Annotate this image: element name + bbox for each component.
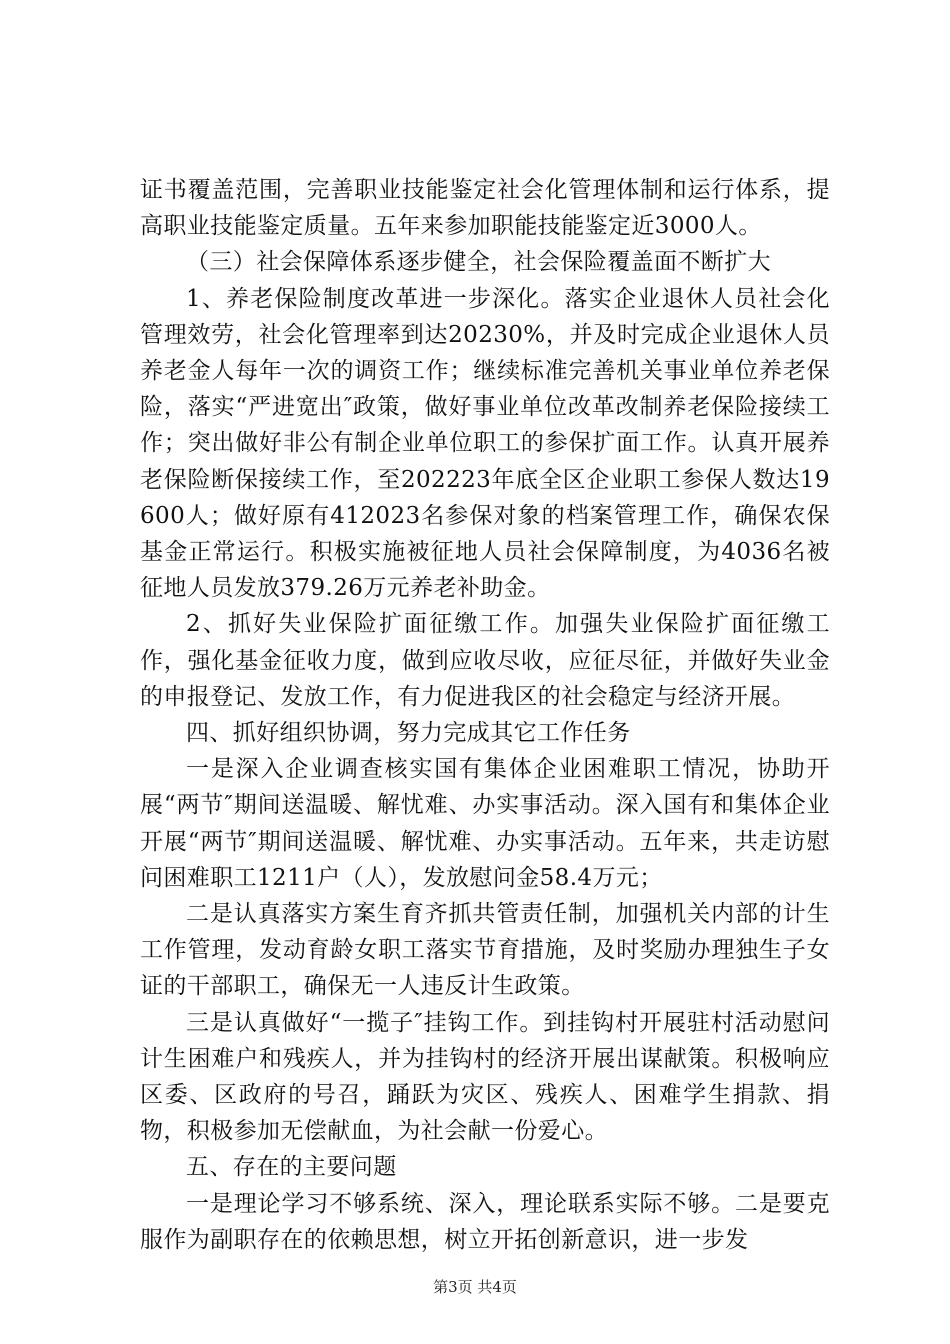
section-heading-problems: 五、存在的主要问题 bbox=[186, 1154, 397, 1181]
paragraph-first-item: 一是深入企业调查核实国有集体企业困难职工情况，协助开展“两节″期间送温暖、解忧难、办实事活动。深入国有和集体企业开展“两节″期间送温暖、解忧难、办实事活动。五年来，共走访慰问困难职工1211户（人），发放慰问金58.4万元； bbox=[140, 756, 830, 891]
document-body bbox=[140, 172, 830, 1258]
paragraph-continuation: 证书覆盖范围，完善职业技能鉴定社会化管理体制和运行体系，提高职业技能鉴定质量。五年来参加职能技能鉴定近3000人。 bbox=[140, 177, 830, 240]
paragraph-pension-reform: 1、养老保险制度改革进一步深化。落实企业退休人员社会化管理效劳，社会化管理率到达20230%，并及时完成企业退休人员养老金人每年一次的调资工作；继续标准完善机关事业单位养老保险，落实“严进宽出″政策，做好事业单位改革改制养老保险接续工作；突出做好非公有制企业单位职工的参保扩面工作。认真开展养老保险断保接续工作，至202223年底全区企业职工参保人数达19600人；做好原有412023名参保对象的档案管理工作，确保农保基金正常运行。积极实施被征地人员社会保障制度，为4036名被征地人员发放379.26万元养老补助金。 bbox=[140, 285, 830, 602]
paragraph-problems: 一是理论学习不够系统、深入，理论联系实际不够。二是要克服作为副职存在的依赖思想，树立开拓创新意识，进一步发 bbox=[140, 1190, 830, 1253]
paragraph-unemployment-insurance: 2、抓好失业保险扩面征缴工作。加强失业保险扩面征缴工作，强化基金征收力度，做到应收尽收，应征尽征，并做好失业金的申报登记、发放工作，有力促进我区的社会稳定与经济开展。 bbox=[140, 611, 830, 710]
paragraph-second-item: 二是认真落实方案生育齐抓共管责任制，加强机关内部的计生工作管理，发动育龄女职工落实节育措施，及时奖励办理独生子女证的干部职工，确保无一人违反计生政策。 bbox=[140, 901, 830, 1000]
section-heading-social-security: （三）社会保障体系逐步健全，社会保险覆盖面不断扩大 bbox=[186, 249, 771, 276]
page-number-footer: 第3页 共4页 bbox=[433, 1278, 517, 1296]
section-heading-coordination: 四、抓好组织协调，努力完成其它工作任务 bbox=[186, 720, 631, 747]
paragraph-third-item: 三是认真做好“一揽子″挂钩工作。到挂钩村开展驻村活动慰问计生困难户和残疾人，并为挂钩村的经济开展出谋献策。积极响应区委、区政府的号召，踊跃为灾区、残疾人、困难学生捐款、捐物，积极参加无偿献血，为社会献一份爱心。 bbox=[140, 1009, 830, 1145]
